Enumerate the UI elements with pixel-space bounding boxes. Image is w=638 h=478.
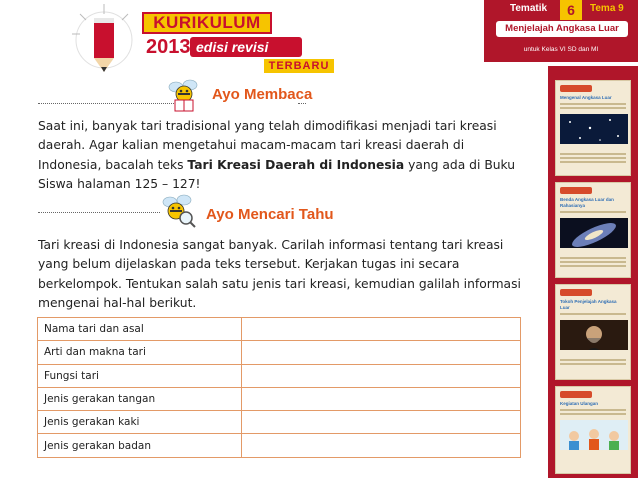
- table-row-answer-cell[interactable]: [242, 434, 521, 457]
- table-row-answer-cell[interactable]: [242, 411, 521, 434]
- thumbnail-title: Benda Angkasa Luar dan Rahasianya: [560, 197, 614, 208]
- table-row-answer-cell[interactable]: [242, 341, 521, 364]
- table-row: [38, 387, 521, 410]
- children-illustration-icon: [560, 420, 628, 450]
- table-row-label: Arti dan makna tari: [38, 341, 242, 364]
- thumbnail-page-1[interactable]: [555, 80, 631, 176]
- paragraph-text: Saat ini, banyak tari tradisional yang telah dimodifikasi menjadi tari kreasi daerah. Agar kalian mengetahui macam-macam tari kreasi daerah di Indonesia, bacalah teks: [38, 119, 497, 172]
- section-divider: [38, 103, 178, 104]
- table-row-label: Jenis gerakan kaki: [38, 411, 242, 434]
- thumbnail-page-4[interactable]: [555, 386, 631, 474]
- logo-brand: KURIKULUM: [142, 12, 272, 34]
- portrait-icon: [560, 320, 628, 350]
- table-row: [38, 411, 521, 434]
- table-row-label: Fungsi tari: [38, 364, 242, 387]
- thumbnail-title: Mengenal Angkasa Luar: [560, 95, 612, 100]
- table-row: [38, 341, 521, 364]
- section-title-ayo-mencari-tahu: Ayo Mencari Tahu: [206, 206, 334, 223]
- table-row: [38, 434, 521, 457]
- galaxy-icon: [560, 218, 628, 248]
- badge-number: 6: [560, 0, 582, 20]
- badge-tema: Tema 9: [590, 3, 624, 14]
- table-row-answer-cell[interactable]: [242, 364, 521, 387]
- logo-edition: edisi revisi: [190, 37, 302, 57]
- table-row: [38, 364, 521, 387]
- info-table: [37, 317, 521, 458]
- thumbnail-title: Tokoh Penjelajah Angkasa Luar: [560, 299, 617, 310]
- section-divider: [38, 212, 160, 213]
- thumbnail-title: Kegiatan Ulangan: [560, 401, 599, 406]
- badge-tematik: Tematik: [510, 3, 548, 14]
- logo-tag: TERBARU: [264, 59, 334, 73]
- book-title-bold: Tari Kreasi Daerah di Indonesia: [187, 157, 405, 172]
- kurikulum-logo: [70, 4, 370, 74]
- bee-reading-icon: [164, 78, 204, 112]
- logo-year: 2013: [146, 36, 191, 58]
- thumbnail-page-2[interactable]: [555, 182, 631, 278]
- starry-sky-icon: [560, 114, 628, 144]
- page-thumbnails: [548, 66, 638, 478]
- table-row-answer-cell[interactable]: [242, 387, 521, 410]
- section-divider: [298, 103, 306, 104]
- table-row-label: Jenis gerakan badan: [38, 434, 242, 457]
- paragraph-mencari: Tari kreasi di Indonesia sangat banyak. Carilah informasi tentang tari kreasi yang belum dijelaskan pada teks tersebut. Kerjakan tugas ini secara berkelompok. Tentukan salah satu jenis tari kreasi, kemudian galilah informasi mengenai hal-hal berikut.: [38, 238, 521, 311]
- badge-footer: untuk Kelas VI SD dan MI: [523, 46, 599, 53]
- table-row-answer-cell[interactable]: [242, 318, 521, 341]
- thumbnail-page-3[interactable]: [555, 284, 631, 380]
- table-row: [38, 318, 521, 341]
- paragraph-text: yang ada di Buku Siswa halaman 125 – 127!: [38, 157, 516, 192]
- paragraph-membaca: [38, 117, 528, 195]
- theme-badge: [484, 0, 638, 62]
- bee-magnifier-icon: [158, 194, 198, 228]
- table-row-label: Nama tari dan asal: [38, 318, 242, 341]
- section-title-ayo-membaca: Ayo Membaca: [212, 86, 313, 103]
- table-row-label: Jenis gerakan tangan: [38, 387, 242, 410]
- badge-subtitle: Menjelajah Angkasa Luar: [496, 21, 628, 37]
- pencil-icon: [70, 4, 150, 74]
